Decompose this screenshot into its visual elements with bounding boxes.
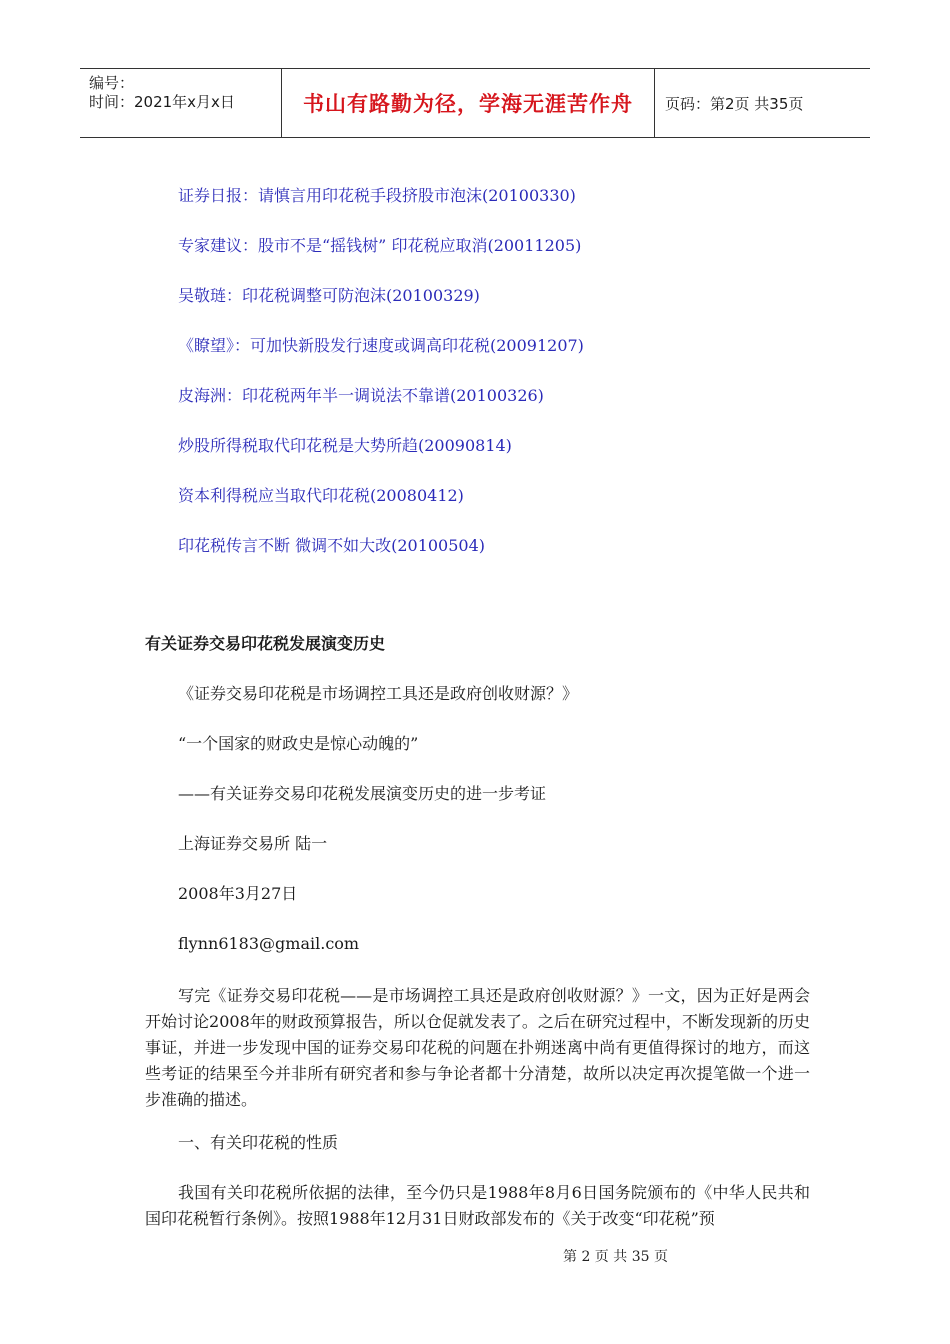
article-author: 上海证券交易所 陆一 — [178, 834, 328, 853]
section-title: 一、有关印花税的性质 — [178, 1133, 339, 1152]
time-label: 时间：2021年x月x日 — [89, 93, 235, 111]
header-motto-cell — [282, 69, 655, 137]
article-quote: “一个国家的财政史是惊心动魄的” — [178, 734, 419, 753]
reference-title: 《证券交易印花税是市场调控工具还是政府创收财源？》 — [178, 684, 579, 703]
header-page-info: 页码：第2页 共35页 — [665, 94, 804, 113]
related-link[interactable]: 资本利得税应当取代印花税(20080412) — [178, 486, 464, 505]
body-paragraph: 写完《证券交易印花税——是市场调控工具还是政府创收财源？》一文，因为正好是两会开始讨论2008年的财政预算报告，所以仓促就发表了。之后在研究过程中，不断发现新的历史事证，并进一步发现中国的证券交易印花税的问题在扑朔迷离中尚有更值得探讨的地方，而这些考证的结果至今并非所有研究者和参与争论者都十分清楚，故所以决定再次提笔做一个进一步准确的描述。 — [145, 986, 810, 1109]
motto-text: 书山有路勤为径，学海无涯苦作舟 — [303, 92, 633, 116]
article-meta — [178, 681, 578, 981]
article-date: 2008年3月27日 — [178, 884, 298, 903]
related-link[interactable]: 印花税传言不断 微调不如大改(20100504) — [178, 536, 486, 555]
header-info-cell — [80, 69, 282, 137]
related-link[interactable]: 皮海洲：印花税两年半一调说法不靠谱(20100326) — [178, 386, 544, 405]
page-footer: 第 2 页 共 35 页 — [563, 1249, 668, 1265]
section-heading: 有关证券交易印花税发展演变历史 — [145, 634, 386, 653]
number-label: 编号： — [89, 74, 135, 92]
body-paragraph: 我国有关印花税所依据的法律，至今仍只是1988年8月6日国务院颁布的《中华人民共和国印花税暂行条例》。按照1988年12月31日财政部发布的《关于改变“印花税”预 — [145, 1183, 810, 1228]
author-email: flynn6183@gmail.com — [178, 934, 360, 953]
document-header — [80, 68, 870, 138]
related-link[interactable]: 证券日报：请慎言用印花税手段挤股市泡沫(20100330) — [178, 186, 576, 205]
article-subtitle: ——有关证券交易印花税发展演变历史的进一步考证 — [178, 784, 547, 803]
related-link[interactable]: 专家建议：股市不是“摇钱树” 印花税应取消(20011205) — [178, 236, 582, 255]
related-links-list — [178, 183, 584, 583]
related-link[interactable]: 吴敬琏：印花税调整可防泡沫(20100329) — [178, 286, 480, 305]
related-link[interactable]: 炒股所得税取代印花税是大势所趋(20090814) — [178, 436, 512, 455]
related-link[interactable]: 《瞭望》：可加快新股发行速度或调高印花税(20091207) — [178, 336, 584, 355]
